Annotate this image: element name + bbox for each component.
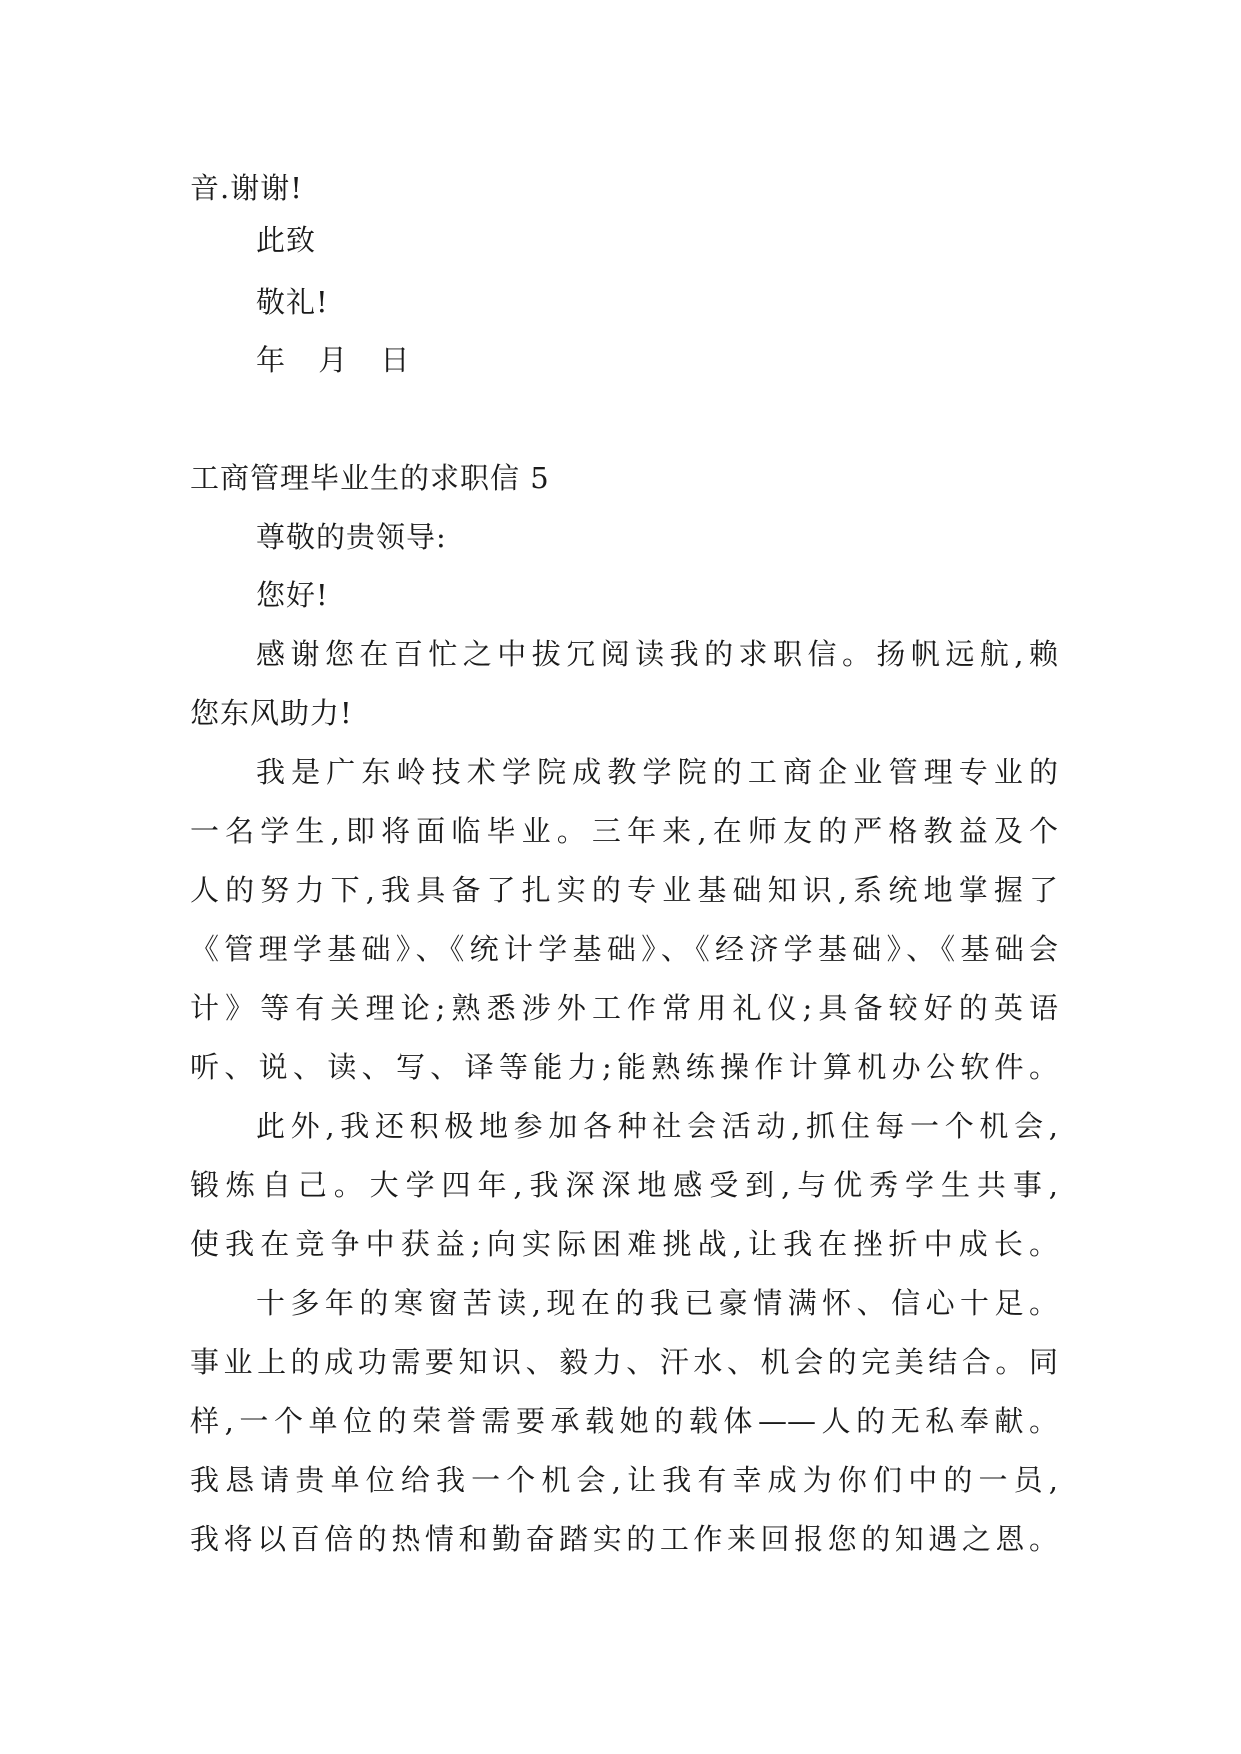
body-line: 一名学生,即将面临毕业。三年来,在师友的严格教益及个 <box>190 814 1058 848</box>
body-line: 样,一个单位的荣誉需要承载她的载体——人的无私奉献。 <box>190 1404 1058 1438</box>
body-line: 我是广东岭技术学院成教学院的工商企业管理专业的 <box>256 755 1058 789</box>
body-line: 十多年的寒窗苦读,现在的我已豪情满怀、信心十足。 <box>256 1286 1058 1320</box>
closing-line-1: 此致 <box>256 223 317 257</box>
date-line: 年 月 日 <box>256 343 422 377</box>
closing-line-2: 敬礼! <box>256 285 329 319</box>
greeting: 您好! <box>256 578 329 612</box>
body-line: 此外,我还积极地参加各种社会活动,抓住每一个机会, <box>256 1109 1058 1143</box>
prev-letter-tail: 音.谢谢! <box>190 171 303 205</box>
letter-title: 工商管理毕业生的求职信 5 <box>190 461 550 495</box>
body-line: 我恳请贵单位给我一个机会,让我有幸成为你们中的一员, <box>190 1463 1058 1497</box>
body-line: 《管理学基础》、《统计学基础》、《经济学基础》、《基础会 <box>190 932 1058 966</box>
salutation: 尊敬的贵领导: <box>256 520 447 554</box>
body-line: 听、说、读、写、译等能力;能熟练操作计算机办公软件。 <box>190 1050 1058 1084</box>
body-line: 感谢您在百忙之中拔冗阅读我的求职信。扬帆远航,赖 <box>256 637 1058 671</box>
body-line: 锻炼自己。大学四年,我深深地感受到,与优秀学生共事, <box>190 1168 1058 1202</box>
body-line: 事业上的成功需要知识、毅力、汗水、机会的完美结合。同 <box>190 1345 1058 1379</box>
body-line: 人的努力下,我具备了扎实的专业基础知识,系统地掌握了 <box>190 873 1058 907</box>
body-line: 计》等有关理论;熟悉涉外工作常用礼仪;具备较好的英语 <box>190 991 1058 1025</box>
body-line: 您东风助力! <box>190 696 353 730</box>
body-line: 使我在竞争中获益;向实际困难挑战,让我在挫折中成长。 <box>190 1227 1058 1261</box>
body-line: 我将以百倍的热情和勤奋踏实的工作来回报您的知遇之恩。 <box>190 1522 1058 1556</box>
